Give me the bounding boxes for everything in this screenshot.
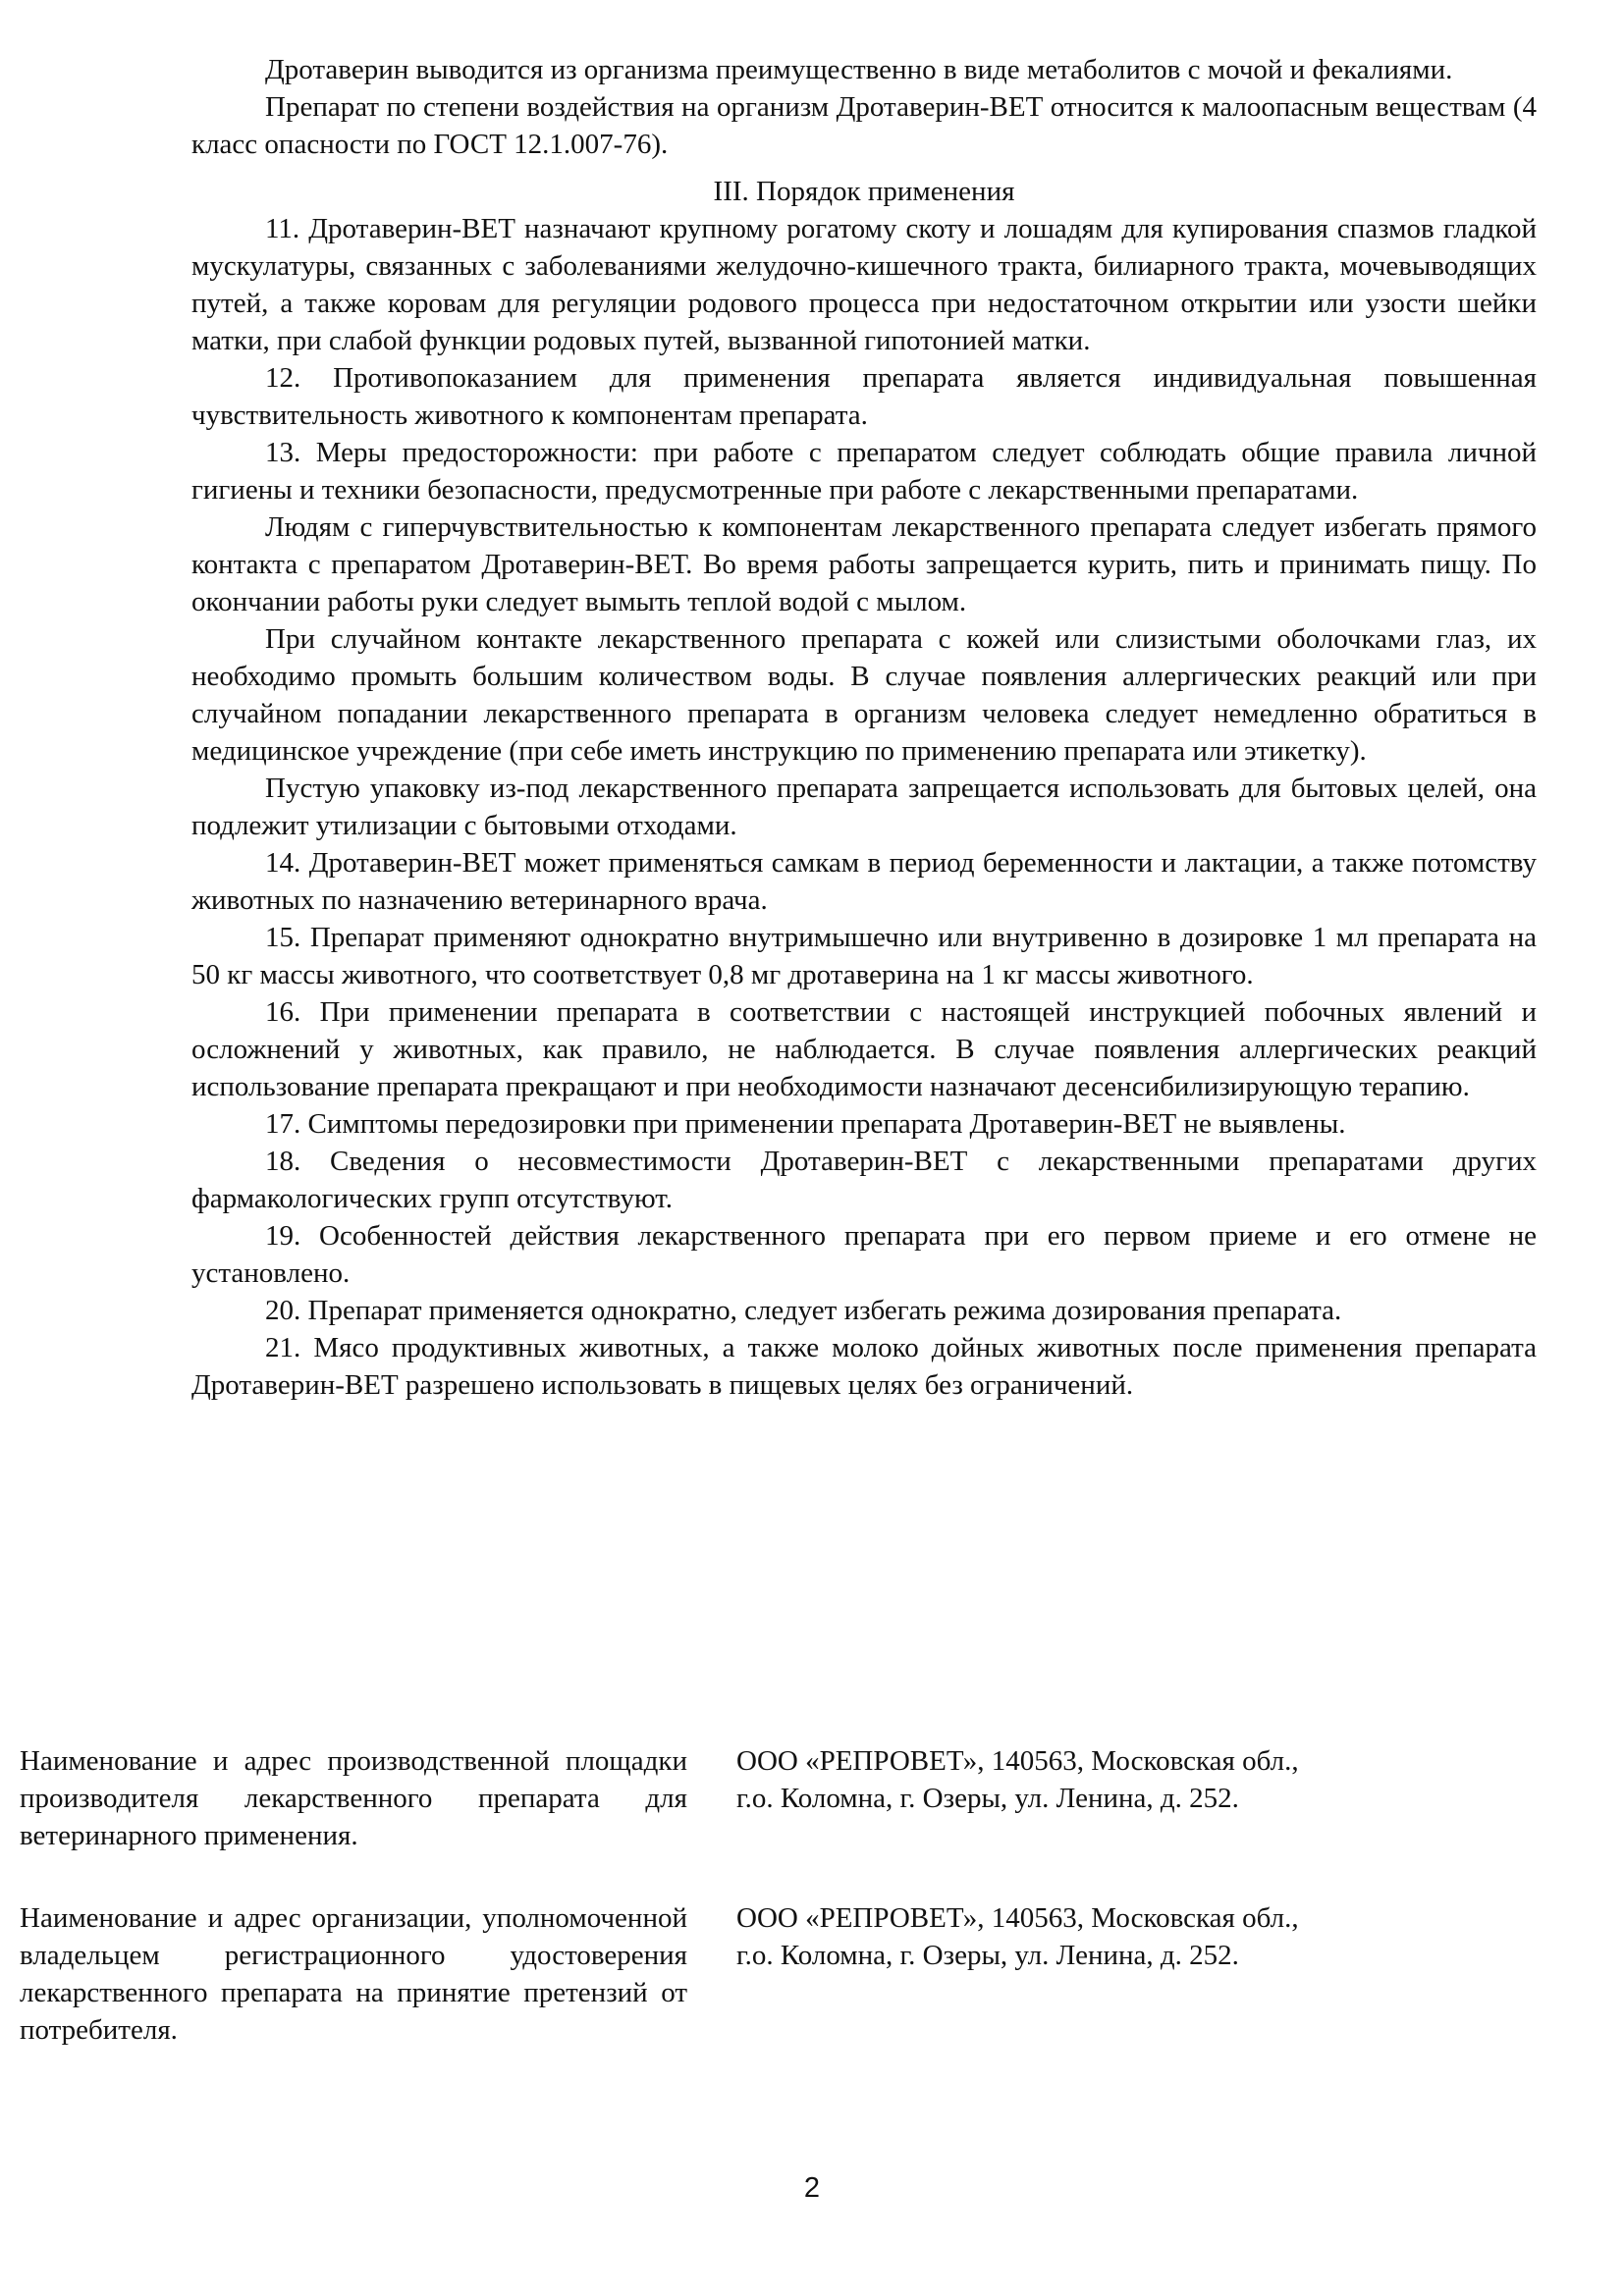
paragraph-hazard-class: Препарат по степени воздействия на организм Дротаверин-ВЕТ относится к малоопасным веществам (4 класс опасности по ГОСТ 12.1.007-76).	[191, 91, 1537, 160]
paragraph-13-packaging: Пустую упаковку из-под лекарственного препарата запрещается использовать для бытовых целей, она подлежит утилизации с бытовыми отходами.	[191, 773, 1537, 841]
paragraph-11: 11. Дротаверин-ВЕТ назначают крупному рогатому скоту и лошадям для купирования спазмов гладкой мускулатуры, связанных с заболеваниями желудочно-кишечного тракта, билиарного тракта, мочевыводящих путей, а также коровам для регуляции родового процесса при недостаточном открытии или узости шейки матки, при слабой функции родовых путей, вызванной гипотонией матки.	[191, 213, 1537, 356]
info-value-manufacturer: ООО «РЕПРОВЕТ», 140563, Московская обл., г.о. Коломна, г. Озеры, ул. Ленина, д. 252.	[736, 1745, 1299, 1814]
paragraph-14: 14. Дротаверин-ВЕТ может применяться самкам в период беременности и лактации, а также потомству животных по назначению ветеринарного врача.	[191, 847, 1537, 916]
paragraph-15: 15. Препарат применяют однократно внутримышечно или внутривенно в дозировке 1 мл препарата на 50 кг массы животного, что соответствует 0,8 мг дротаверина на 1 кг массы животного.	[191, 922, 1537, 990]
paragraph-16: 16. При применении препарата в соответствии с настоящей инструкцией побочных явлений и осложнений у животных, как правило, не наблюдается. В случае появления аллергических реакций использование препарата прекращают и при необходимости назначают десенсибилизирующую терапию.	[191, 996, 1537, 1102]
paragraph-13: 13. Меры предосторожности: при работе с препаратом следует соблюдать общие правила личной гигиены и техники безопасности, предусмотренные при работе с лекарственными препаратами.	[191, 437, 1537, 506]
paragraph-21: 21. Мясо продуктивных животных, а также молоко дойных животных после применения препарата Дротаверин-ВЕТ разрешено использовать в пищевых целях без ограничений.	[191, 1332, 1537, 1401]
info-label-claims: Наименование и адрес организации, уполномоченной владельцем регистрационного удостоверения лекарственного препарата на принятие претензий от потребителя.	[20, 1902, 687, 2046]
info-value-claims: ООО «РЕПРОВЕТ», 140563, Московская обл., г.о. Коломна, г. Озеры, ул. Ленина, д. 252.	[736, 1902, 1299, 1971]
document-page	[191, 51, 1537, 1404]
paragraph-13-accidental-contact: При случайном контакте лекарственного препарата с кожей или слизистыми оболочками глаз, их необходимо промыть большим количеством воды. В случае появления аллергических реакций или при случайном попадании лекарственного препарата в организм человека следует немедленно обратиться в медицинское учреждение (при себе иметь инструкцию по применению препарата или этикетку).	[191, 623, 1537, 767]
page-number: 2	[803, 2172, 821, 2204]
section-heading: III. Порядок применения	[713, 176, 1015, 207]
info-label-manufacturer: Наименование и адрес производственной площадки производителя лекарственного препарата для ветеринарного применения.	[20, 1745, 687, 1851]
paragraph-20: 20. Препарат применяется однократно, следует избегать режима дозирования препарата.	[265, 1295, 1342, 1326]
info-block-claims	[20, 1899, 1326, 2049]
paragraph-18: 18. Сведения о несовместимости Дротаверин-ВЕТ с лекарственными препаратами других фармакологических групп отсутствуют.	[191, 1146, 1537, 1214]
paragraph-excretion: Дротаверин выводится из организма преимущественно в виде метаболитов с мочой и фекалиями.	[265, 54, 1453, 85]
paragraph-12: 12. Противопоказанием для применения препарата является индивидуальная повышенная чувствительность животного к компонентам препарата.	[191, 362, 1537, 431]
paragraph-17: 17. Симптомы передозировки при применении препарата Дротаверин-ВЕТ не выявлены.	[265, 1108, 1346, 1140]
paragraph-19: 19. Особенностей действия лекарственного препарата при его первом приеме и его отмене не установлено.	[191, 1220, 1537, 1289]
paragraph-13-hypersensitivity: Людям с гиперчувствительностью к компонентам лекарственного препарата следует избегать прямого контакта с препаратом Дротаверин-ВЕТ. Во время работы запрещается курить, пить и принимать пищу. По окончании работы руки следует вымыть теплой водой с мылом.	[191, 511, 1537, 617]
info-block-manufacturer	[20, 1742, 1326, 1854]
